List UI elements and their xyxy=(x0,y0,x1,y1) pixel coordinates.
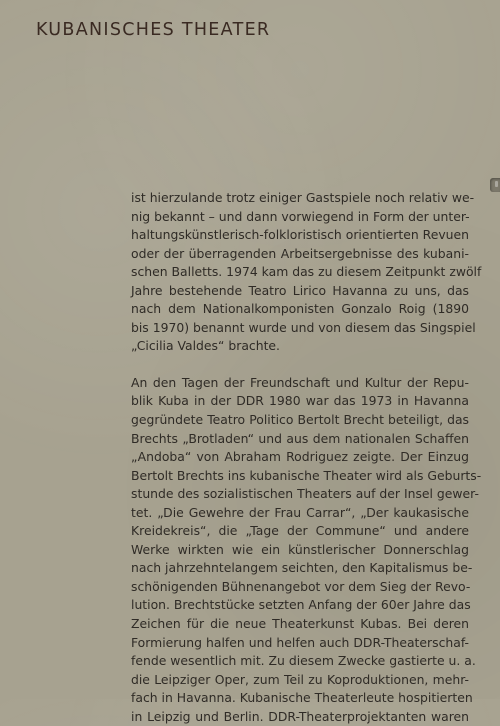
text-line: nach jahrzehntelangem seichten, den Kapitalismus be- xyxy=(131,560,473,576)
text-line: An den Tagen der Freundschaft und Kultur der Repu- xyxy=(131,374,469,390)
text-line: „Andoba“ von Abraham Rodriguez zeigte. Der Einzug xyxy=(131,449,469,465)
body-text xyxy=(131,189,482,726)
text-line: ist hierzulande trotz einiger Gastspiele noch relativ we- xyxy=(131,190,475,205)
text-line: schen Balletts. 1974 kam das zu diesem Zeitpunkt zwölf xyxy=(131,264,482,280)
text-line: Bertolt Brechts ins kubanische Theater wird als Geburts- xyxy=(131,467,482,483)
text-line: schönigenden Bühnenangebot vor dem Sieg der Revo- xyxy=(131,578,471,594)
text-line: nig bekannt – und dann vorwiegend in Form der unter- xyxy=(131,208,470,224)
text-line: Brechts „Brotladen“ und aus dem nationalen Schaffen xyxy=(131,430,469,446)
text-line: Formierung halfen und helfen auch DDR-Theaterschaf- xyxy=(131,634,469,650)
text-line: in Leipzig und Berlin. DDR-Theaterprojektanten waren xyxy=(131,708,469,724)
text-line: Zeichen für die neue Theaterkunst Kubas. Bei deren xyxy=(131,616,469,632)
text-line: Kreidekreis“, die „Tage der Commune“ und andere xyxy=(131,523,469,539)
text-line: stunde des sozialistischen Theaters auf der Insel gewer- xyxy=(131,486,479,502)
text-line: lution. Brechtstücke setzten Anfang der 60er Jahre das xyxy=(131,597,471,613)
page-heading: KUBANISCHES THEATER xyxy=(36,20,271,40)
text-line: bis 1970) benannt wurde und von diesem das Singspiel xyxy=(131,319,476,335)
text-line: haltungskünstlerisch-folkloristisch orientierten Revuen xyxy=(131,227,469,243)
staple-highlight xyxy=(495,181,498,187)
paragraph-2 xyxy=(131,374,482,726)
text-line: fende wesentlich mit. Zu diesem Zwecke gastierte u. a. xyxy=(131,653,476,669)
text-line: Werke wirkten wie ein künstlerischer Donnerschlag xyxy=(131,541,469,557)
paragraph-1 xyxy=(131,189,482,356)
text-line: nach dem Nationalkomponisten Gonzalo Roig (1890 xyxy=(131,301,469,317)
text-line: tet. „Die Gewehre der Frau Carrar“, „Der kaukasische xyxy=(131,504,469,520)
text-line: blik Kuba in der DDR 1980 war das 1973 in Havanna xyxy=(131,393,469,409)
text-line: Jahre bestehende Teatro Lirico Havanna zu uns, das xyxy=(131,282,469,298)
text-line: die Leipziger Oper, zum Teil zu Koproduktionen, mehr- xyxy=(131,671,469,687)
text-line: fach in Havanna. Kubanische Theaterleute hospitierten xyxy=(131,690,473,706)
text-line: gegründete Teatro Politico Bertolt Brecht beteiligt, das xyxy=(131,412,469,428)
text-line: „Cicilia Valdes“ brachte. xyxy=(131,338,280,354)
text-line: oder der überragenden Arbeitsergebnisse des kubani- xyxy=(131,245,469,261)
